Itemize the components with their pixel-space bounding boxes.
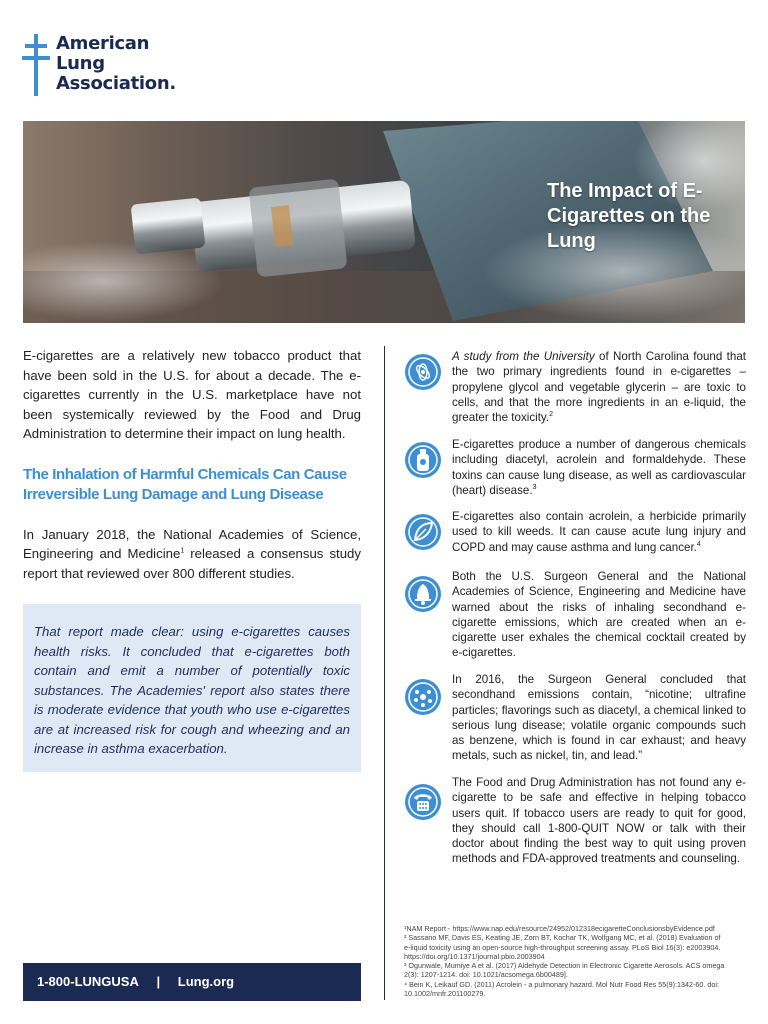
footnote-line: https://doi.org/10.1371/journal.pbio.2003904 bbox=[404, 951, 545, 961]
fact-text-italic: A study from the University bbox=[452, 350, 595, 363]
lorraine-cross-icon bbox=[22, 34, 50, 98]
footnotes bbox=[404, 924, 749, 998]
callout-box bbox=[23, 604, 361, 772]
footnote-line: ² Sassano MF, Davis ES, Keating JE, Zorn BT, Kochar TK, Wolfgang MC, et al. (2018) Evaluation of bbox=[404, 933, 721, 943]
logo-wordmark bbox=[56, 34, 176, 94]
footer-bar bbox=[23, 963, 361, 1001]
footer-separator: | bbox=[156, 974, 161, 989]
page-title: The Impact of E-Cigarettes on the Lung bbox=[547, 180, 711, 252]
fact-text-body: The Food and Drug Administration has not found any e-cigarette to be safe and effective in helping tobacco users quit. If tobacco users are ready to quit for good, they should call 1-800-QUIT NOW or talk with their doctor about finding the best way to quit using proven methods and FDA-approved treatments and counseling. bbox=[452, 776, 746, 866]
footnote-ref: 2 bbox=[549, 411, 553, 419]
footer-site-link[interactable]: Lung.org bbox=[177, 974, 235, 989]
phone-icon bbox=[404, 783, 442, 821]
leaf-icon bbox=[404, 513, 442, 551]
report-paragraph-text-b: released a consensus study report that reviewed over 800 different studies. bbox=[23, 546, 361, 581]
fact-text bbox=[452, 775, 746, 867]
left-column bbox=[23, 346, 361, 583]
footnote-line: ³ Ogunwale, Mumiye A et al. (2017) Aldehyde Detection in Electronic Cigarette Aerosols. ACS omega bbox=[404, 961, 725, 971]
footnote-line: 10.1002/mnfr.201100279. bbox=[404, 989, 486, 999]
fact-text-body: E-cigarettes also contain acrolein, a herbicide primarily used to kill weeds. It can cause acute lung injury and COPD and may cause asthma and lung cancer. bbox=[452, 510, 746, 554]
fact-text-body: Both the U.S. Surgeon General and the National Academies of Science, Engineering and Medicine have warned about the risks of inhaling secondhand e-cigarette emissions, which are created when an e-cigarette user exhales the chemical cocktail created by e-cigarettes. bbox=[452, 570, 746, 660]
column-divider bbox=[384, 346, 385, 1000]
report-paragraph bbox=[23, 525, 361, 584]
footnote-line: ¹NAM Report - https://www.nap.edu/resource/24952/012318ecigaretteConclusionsbyEvidence.pdf bbox=[404, 924, 715, 933]
fact-text-body: In 2016, the Surgeon General concluded that secondhand emissions contain, “nicotine; ultrafine particles; flavorings such as diacetyl, a chemical linked to serious lung disease; volatile organic compounds such as benzene, which is found in car exhaust; and heavy metals, such as nickel, tin, and lead.” bbox=[452, 673, 746, 763]
logo-line-1: American bbox=[56, 33, 150, 54]
footnote-ref: 4 bbox=[696, 540, 701, 548]
fact-text bbox=[452, 437, 746, 498]
bottle-icon bbox=[404, 441, 442, 479]
section-heading: The Inhalation of Harmful Chemicals Can Cause Irreversible Lung Damage and Lung Disease bbox=[23, 465, 347, 503]
footnote-ref: 1 bbox=[180, 547, 185, 555]
logo-line-2: Lung bbox=[56, 53, 105, 74]
fact-text bbox=[452, 349, 746, 425]
footnote-ref: 3 bbox=[532, 484, 537, 492]
fact-text bbox=[452, 569, 746, 661]
fact-text bbox=[452, 672, 746, 764]
hero-banner bbox=[23, 121, 745, 323]
atom-icon bbox=[404, 353, 442, 391]
callout-text: That report made clear: using e-cigarettes causes health risks. It concluded that e-cigarettes both contain and emit a number of potentially toxic substances. The Academies' report also states there is moderate evidence that youth who use e-cigarettes are at increased risk for cough and wheezing and an increase in asthma exacerbation. bbox=[34, 624, 350, 756]
fact-text bbox=[452, 509, 746, 555]
logo-line-3: Association. bbox=[56, 73, 176, 94]
fact-text-body: E-cigarettes produce a number of dangerous chemicals including diacetyl, acrolein and formaldehyde. These toxins can cause lung disease, as well as cardiovascular (heart) disease. bbox=[452, 438, 746, 497]
intro-paragraph: E-cigarettes are a relatively new tobacco product that have been sold in the U.S. for about a decade. The e-cigarettes currently in the U.S. marketplace have not been systemically reviewed by the Food and Drug Administration to determine their impact on lung health. bbox=[23, 348, 361, 441]
bell-icon bbox=[404, 575, 442, 613]
footnote-line: ⁴ Bein K, Leikauf GD. (2011) Acrolein - a pulmonary hazard. Mol Nutr Food Res 55(9):1342-60. doi: bbox=[404, 979, 719, 989]
footnote-line: 2(3): 1207-1214. doi: 10.1021/acsomega.6b00489]. bbox=[404, 970, 568, 980]
footnote-line: e-liquid toxicity using an open-source high-throughput screening assay. PLoS Biol 16(3): e2003904. bbox=[404, 942, 721, 952]
fact-text-body: of North Carolina found that the two primary ingredients found in e-cigarettes – propylene glycol and vegetable glycerin – are toxic to cells, and that the more ingredients in an e-liquid, the greater the toxicity. bbox=[452, 350, 746, 425]
particles-icon bbox=[404, 678, 442, 716]
report-paragraph-text-a: In January 2018, the National Academies of Science, Engineering and Medicine bbox=[23, 526, 361, 561]
footer-phone: 1-800-LUNGUSA bbox=[37, 974, 139, 989]
